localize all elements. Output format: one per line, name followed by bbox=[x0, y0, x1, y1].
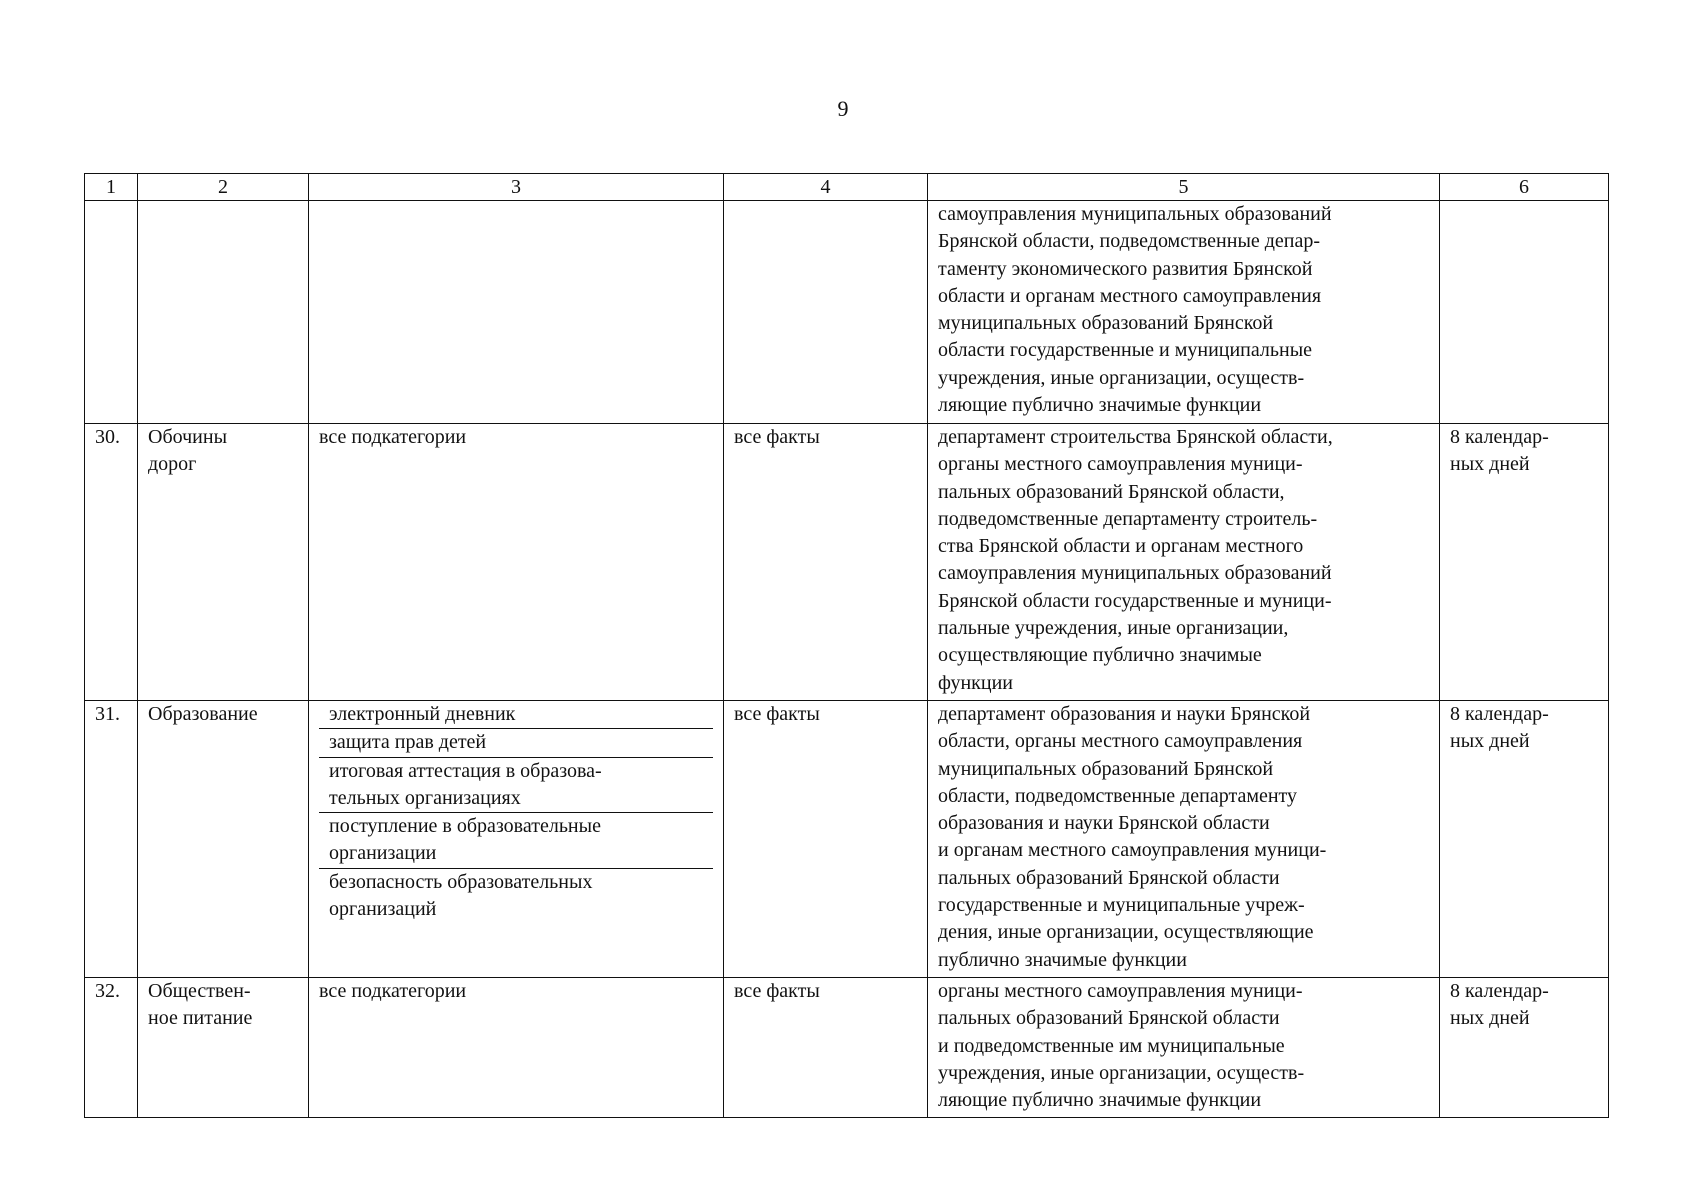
category-text: Обществен- ное питание bbox=[148, 980, 253, 1030]
responsible-text: департамент строительства Брянской области, органы местного самоуправления муници- пальных образований Брянской области, подведомственные департаменту строитель- ства Брянской области и органам местного самоуправления муниципальных образований Брянской области государственные и муници- пальные учреждения, иные организации, осуществляющие публично значимые функции bbox=[938, 426, 1333, 694]
row-number-cell bbox=[85, 978, 138, 1118]
responsible-text: самоуправления муниципальных образований Брянской области, подведомственные депар- таменту экономического развития Брянской области и органам местного самоуправления муниципальных образований Брянской области государственные и муниципальные учреждения, иные организации, осуществ- ляющие публично значимые функции bbox=[938, 203, 1332, 417]
subcategory-item: поступление в образовательные организации bbox=[319, 813, 713, 869]
subcategory-item: электронный дневник bbox=[319, 701, 713, 729]
responsible-cell bbox=[928, 201, 1440, 424]
column-header-3: 3 bbox=[309, 174, 724, 201]
row-number-cell bbox=[85, 701, 138, 978]
column-header-4: 4 bbox=[724, 174, 928, 201]
row-number: 30. bbox=[95, 426, 120, 448]
facts-text: все факты bbox=[734, 426, 820, 448]
category-text: Обочины дорог bbox=[148, 426, 228, 476]
table-header-row bbox=[85, 174, 1609, 201]
subcategory-cell bbox=[309, 701, 724, 978]
category-cell bbox=[138, 424, 309, 701]
term-cell bbox=[1440, 978, 1609, 1118]
subcategory-cell bbox=[309, 978, 724, 1118]
table-row bbox=[85, 701, 1609, 978]
row-number: 32. bbox=[95, 980, 120, 1002]
term-cell bbox=[1440, 701, 1609, 978]
column-header-6: 6 bbox=[1440, 174, 1609, 201]
responsible-text: департамент образования и науки Брянской области, органы местного самоуправления муниципальных образований Брянской области, подведомственные департаменту образования и науки Брянской области и органам местного самоуправления муници- пальных образований Брянской области государственные и муниципальные учреж- дения, иные организации, осуществляющие публично значимые функции bbox=[938, 703, 1327, 971]
term-text: 8 календар- ных дней bbox=[1450, 426, 1549, 476]
responsible-text: органы местного самоуправления муници- пальных образований Брянской области и подведомственные им муниципальные учреждения, иные организации, осуществ- ляющие публично значимые функции bbox=[938, 980, 1305, 1112]
table-row bbox=[85, 424, 1609, 701]
subcategory-text: все подкатегории bbox=[319, 980, 467, 1002]
facts-cell bbox=[724, 424, 928, 701]
column-header-5: 5 bbox=[928, 174, 1440, 201]
document-table bbox=[84, 173, 1609, 1118]
facts-text: все факты bbox=[734, 703, 820, 725]
term-text: 8 календар- ных дней bbox=[1450, 980, 1549, 1030]
table-row-continuation bbox=[85, 201, 1609, 424]
column-header-2: 2 bbox=[138, 174, 309, 201]
subcategory-item: безопасность образовательных организаций bbox=[329, 870, 593, 921]
facts-text: все факты bbox=[734, 980, 820, 1002]
table-row bbox=[85, 978, 1609, 1118]
subcategory-item: защита прав детей bbox=[319, 729, 713, 757]
category-cell bbox=[138, 201, 309, 424]
subcategory-item: итоговая аттестация в образова- тельных организациях bbox=[319, 758, 713, 814]
category-text: Образование bbox=[148, 703, 258, 725]
term-cell bbox=[1440, 201, 1609, 424]
subcategory-cell bbox=[309, 201, 724, 424]
page-number: 9 bbox=[837, 96, 849, 121]
subcategory-list bbox=[319, 701, 713, 923]
term-cell bbox=[1440, 424, 1609, 701]
responsible-cell bbox=[928, 424, 1440, 701]
term-text: 8 календар- ных дней bbox=[1450, 703, 1549, 753]
responsible-cell bbox=[928, 978, 1440, 1118]
responsible-cell bbox=[928, 701, 1440, 978]
row-number-cell bbox=[85, 201, 138, 424]
category-cell bbox=[138, 978, 309, 1118]
facts-cell bbox=[724, 978, 928, 1118]
facts-cell bbox=[724, 701, 928, 978]
column-header-1: 1 bbox=[85, 174, 138, 201]
row-number: 31. bbox=[95, 703, 120, 725]
facts-cell bbox=[724, 201, 928, 424]
row-number-cell bbox=[85, 424, 138, 701]
subcategory-text: все подкатегории bbox=[319, 426, 467, 448]
category-cell bbox=[138, 701, 309, 978]
subcategory-cell bbox=[309, 424, 724, 701]
